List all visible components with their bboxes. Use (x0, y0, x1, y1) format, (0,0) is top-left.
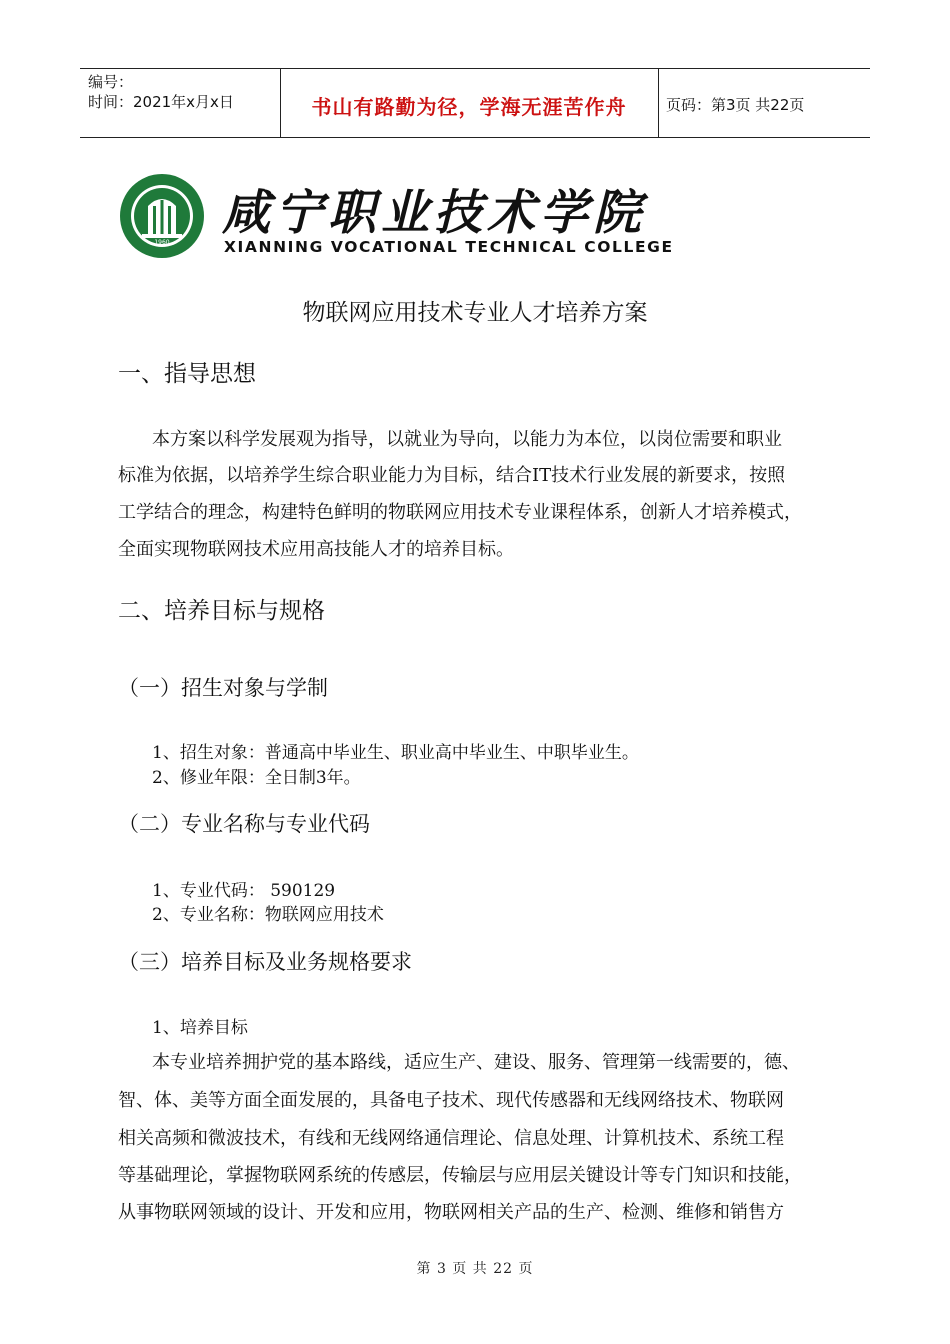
document-title: 物联网应用技术专业人才培养方案 (302, 300, 648, 326)
page-footer: 第 3 页 共 22 页 (416, 1261, 534, 1277)
section-heading: 二、培养目标与规格 (118, 598, 325, 624)
section-heading: 一、指导思想 (118, 361, 256, 387)
list-item: 2、修业年限：全日制3年。 (152, 768, 361, 788)
college-emblem-icon (118, 172, 206, 260)
emblem-year: 1960 (154, 239, 170, 246)
paragraph-line: 从事物联网领域的设计、开发和应用，物联网相关产品的生产、检测、维修和销售方 (118, 1202, 784, 1223)
list-item: 1、培养目标 (152, 1018, 248, 1038)
motto: 书山有路勤为径，学海无涯苦作舟 (311, 95, 627, 119)
subsection-heading: （二）专业名称与专业代码 (118, 812, 370, 836)
paragraph-line: 相关高频和微波技术，有线和无线网络通信理论、信息处理、计算机技术、系统工程 (118, 1128, 784, 1149)
subsection-heading: （三）培养目标及业务规格要求 (118, 950, 412, 974)
college-name-cn: 咸宁职业技术学院 (222, 185, 647, 241)
college-logo (118, 172, 674, 264)
paragraph-line: 本方案以科学发展观为指导，以就业为导向，以能力为本位，以岗位需要和职业 (152, 429, 782, 450)
list-item: 1、专业代码： 590129 (152, 881, 336, 901)
college-name-en: XIANNING VOCATIONAL TECHNICAL COLLEGE (224, 238, 674, 256)
list-item: 2、专业名称：物联网应用技术 (152, 905, 384, 925)
subsection-heading: （一）招生对象与学制 (118, 676, 328, 700)
page-header (80, 68, 870, 138)
header-page-cell (658, 69, 870, 137)
paragraph-line: 等基础理论，掌握物联网系统的传感层，传输层与应用层关键设计等专门知识和技能， (118, 1165, 802, 1186)
paragraph-line: 标准为依据，以培养学生综合职业能力为目标，结合IT技术行业发展的新要求，按照 (118, 465, 786, 486)
header-motto-cell (280, 69, 659, 137)
paragraph-line: 本专业培养拥护党的基本路线，适应生产、建设、服务、管理第一线需要的，德、 (152, 1052, 800, 1073)
header-meta-cell (80, 69, 281, 137)
time-label: 时间：2021年x月x日 (88, 93, 234, 111)
paragraph-line: 全面实现物联网技术应用高技能人才的培养目标。 (118, 539, 514, 560)
page-number-label: 页码：第3页 共22页 (666, 96, 805, 114)
paragraph-line: 工学结合的理念，构建特色鲜明的物联网应用技术专业课程体系，创新人才培养模式， (118, 502, 802, 523)
list-item: 1、招生对象：普通高中毕业生、职业高中毕业生、中职毕业生。 (152, 743, 639, 763)
number-label: 编号： (88, 73, 134, 91)
paragraph-line: 智、体、美等方面全面发展的，具备电子技术、现代传感器和无线网络技术、物联网 (118, 1090, 784, 1111)
